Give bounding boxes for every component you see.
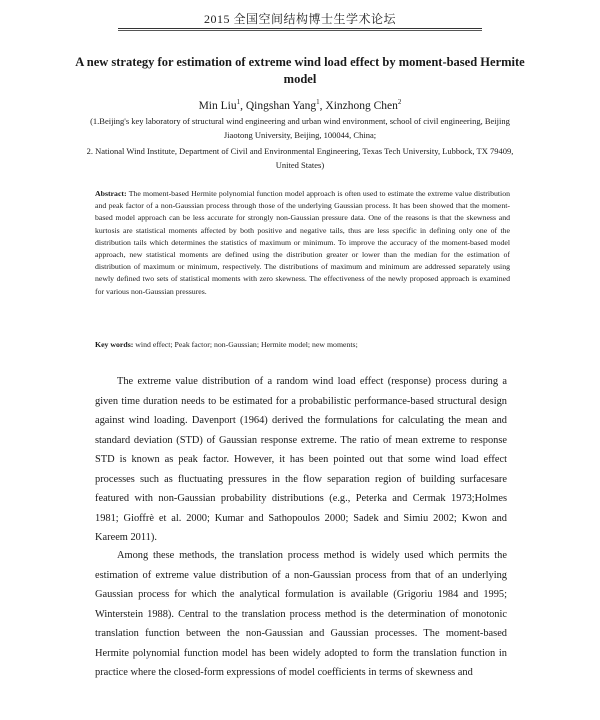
author-name: Xinzhong Chen xyxy=(325,99,398,112)
abstract-text: The moment-based Hermite polynomial function model approach is often used to estimate the extreme value distribution and peak factor of a non-Gaussian process through those of the underlying Gaussian process. It has been showed that the moment-based model approach can be less accurate for strongly non-Gaussian pressure data. One of the reasons is that the skewness and kurtosis are statistical moments affected by both positive and negative tails, thus are less specific in defining only one of the distribution tails which determines the statistics of maximum or minimum. To improve the accuracy of the moment-based model approach, new statistical moments are defined using the distribution greater or lower than the median for the estimation of distribution of maximum or minimum, respectively. The distributions of maximum and minimum are addressed separately using newly defined two sets of statistical moments with zero skewness. The effectiveness of the newly proposed approach is examined for various non-Gaussian pressures. xyxy=(95,189,510,296)
keywords-label: Key words: xyxy=(95,340,134,349)
keywords-text: wind effect; Peak factor; non-Gaussian; Hermite model; new moments; xyxy=(135,340,358,349)
conference-header: 2015 全国空间结构博士生学术论坛 xyxy=(203,12,396,26)
affiliation-1: (1.Beijing's key laboratory of structural wind engineering and urban wind environment, school of civil engineering, Beijing Jiaotong University, Beijing, 100044, China; xyxy=(90,116,510,140)
body-paragraph-2: Among these methods, the translation process method is widely used which permits the estimation of extreme value distribution of a non-Gaussian process from that of an underlying Gaussian process for which the analytical formulation is available (Grigoriu 1984 and 1995; Winterstein 1988). Central to the translation process method is the determination of monotonic translation function between the non-Gaussian and Gaussian processes. The moment-based Hermite polynomial function model has been widely adopted to form the translation function in practice where the closed-form expressions of model coefficients in terms of skewness and xyxy=(95,550,507,678)
keywords xyxy=(95,340,510,349)
abstract xyxy=(95,188,510,298)
header-rule-secondary xyxy=(118,30,482,31)
author-affiliation-mark: 1 xyxy=(316,98,320,106)
author-name: Min Liu xyxy=(198,99,237,112)
body-paragraph-1: The extreme value distribution of a random wind load effect (response) process during a given time duration needs to be estimated for a probabilistic performance-based structural design against wind loading. Davenport (1964) derived the formulations for calculating the mean and standard deviation (STD) of Gaussian response extreme. The ratio of mean extreme to response STD is known as peak factor. However, it has been pointed out that some wind load effect processes such as fluctuating pressures in the flow separation region of building surfacesare featured with non-Gaussian probability distributions (e.g., Peterka and Cermak 1973;Holmes 1981; Gioffrè et al. 2000; Kumar and Sathopoulos 2000; Sadek and Simiu 2002; Kwon and Kareem 2011). xyxy=(95,376,507,543)
author-name: Qingshan Yang xyxy=(245,99,317,112)
paper-title: A new strategy for estimation of extreme wind load effect by moment-based Hermite model xyxy=(75,55,525,86)
affiliation-2: 2. National Wind Institute, Department of Civil and Environmental Engineering, Texas Tech University, Lubbock, TX 79409, United States) xyxy=(86,146,514,170)
abstract-label: Abstract: xyxy=(95,189,127,198)
author-affiliation-mark: 2 xyxy=(397,98,402,106)
author-list: Min Liu$^1$, Qingshan Yang$^1$, Xinzhong Chen$^2$ xyxy=(198,98,402,112)
header-rule xyxy=(118,28,482,29)
author-affiliation-mark: 1 xyxy=(236,98,241,106)
